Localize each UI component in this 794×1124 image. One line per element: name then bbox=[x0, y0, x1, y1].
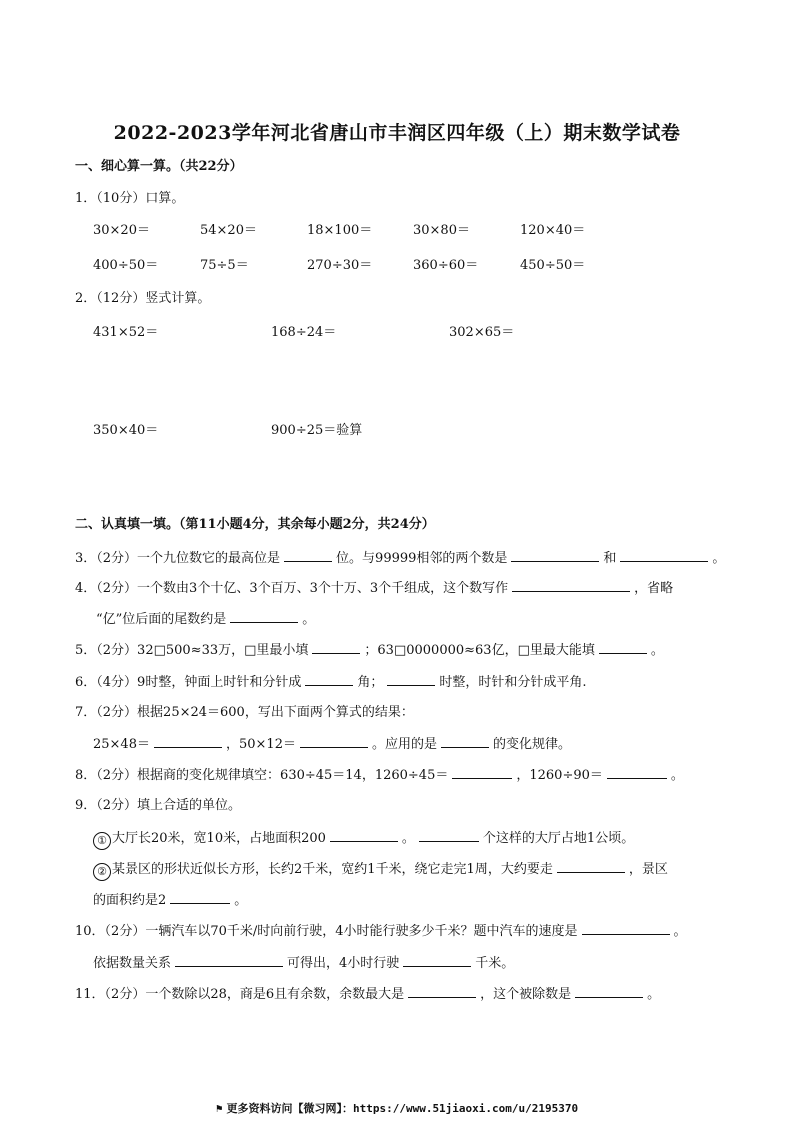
question-10-cont bbox=[93, 954, 514, 973]
answer-blank[interactable] bbox=[599, 641, 647, 654]
q8-text: ，1260÷90＝ bbox=[516, 768, 603, 783]
answer-blank[interactable] bbox=[441, 735, 489, 748]
q9-text: ，景区 bbox=[628, 862, 668, 877]
q4-text: 。 bbox=[302, 612, 316, 627]
page-title: 2022-2023学年河北省唐山市丰润区四年级（上）期末数学试卷 bbox=[113, 122, 681, 144]
q5-text: ；63□0000000≈63亿，□里最大能填 bbox=[364, 643, 595, 658]
q10-text: 。 bbox=[673, 924, 687, 939]
answer-blank[interactable] bbox=[419, 829, 479, 842]
q3-text: 和 bbox=[603, 551, 617, 566]
answer-blank[interactable] bbox=[387, 673, 435, 686]
answer-blank[interactable] bbox=[170, 891, 230, 904]
q9-text: 个这样的大厅占地1公顷。 bbox=[482, 831, 635, 846]
q5-text: 。 bbox=[650, 643, 664, 658]
q8-text: 。 bbox=[670, 768, 684, 783]
question-5 bbox=[75, 641, 664, 660]
q6-text: 6．（4分）9时整，钟面上时针和分针成 bbox=[75, 675, 302, 690]
question-7-cont bbox=[93, 735, 571, 754]
q10-text: 依据数量关系 bbox=[93, 956, 172, 971]
circled-number: ② bbox=[93, 863, 111, 881]
q3-text: 。 bbox=[712, 551, 726, 566]
q10-text: 10．（2分）一辆汽车以70千米/时向前行驶，4小时能行驶多少千米？题中汽车的速度是 bbox=[75, 924, 578, 939]
q2-item: 900÷25＝验算 bbox=[271, 423, 363, 438]
q9-text: 的面积约是2 bbox=[93, 893, 167, 908]
question-7: 7．（2分）根据25×24＝600，写出下面两个算式的结果： bbox=[75, 705, 414, 720]
answer-blank[interactable] bbox=[512, 579, 630, 592]
q1-item: 360÷60＝ bbox=[413, 258, 479, 273]
q1-item: 18×100＝ bbox=[307, 223, 373, 238]
q2-item: 431×52＝ bbox=[93, 325, 159, 340]
answer-blank[interactable] bbox=[452, 766, 512, 779]
q7-text: 25×48＝ bbox=[93, 737, 150, 752]
q5-text: 5．（2分）32□500≈33万，□里最小填 bbox=[75, 643, 309, 658]
question-9-part1 bbox=[93, 829, 634, 850]
answer-blank[interactable] bbox=[620, 549, 708, 562]
q2-item: 168÷24＝ bbox=[271, 325, 337, 340]
section2-heading: 二、认真填一填。（第11小题4分，其余每小题2分，共24分） bbox=[75, 517, 435, 532]
answer-blank[interactable] bbox=[284, 549, 332, 562]
flag-icon: ⚑ bbox=[215, 1102, 223, 1115]
q10-text: 千米。 bbox=[475, 956, 515, 971]
answer-blank[interactable] bbox=[330, 829, 398, 842]
question-9: 9．（2分）填上合适的单位。 bbox=[75, 798, 242, 813]
q9-text: 。 bbox=[401, 831, 415, 846]
q1-item: 120×40＝ bbox=[520, 223, 586, 238]
question-3 bbox=[75, 549, 725, 568]
q11-text: 11．（2分）一个数除以28，商是6且有余数，余数最大是 bbox=[75, 987, 405, 1002]
q10-text: 可得出，4小时行驶 bbox=[287, 956, 400, 971]
answer-blank[interactable] bbox=[175, 954, 283, 967]
answer-blank[interactable] bbox=[408, 985, 476, 998]
q9-text: 大厅长20米，宽10米，占地面积200 bbox=[112, 831, 326, 846]
q1-item: 75÷5＝ bbox=[200, 258, 249, 273]
question-11 bbox=[75, 985, 660, 1004]
answer-blank[interactable] bbox=[305, 673, 353, 686]
answer-blank[interactable] bbox=[403, 954, 471, 967]
q7-text: ，50×12＝ bbox=[225, 737, 296, 752]
answer-blank[interactable] bbox=[230, 610, 298, 623]
question-8 bbox=[75, 766, 684, 785]
q2-label: 2．（12分）竖式计算。 bbox=[75, 291, 211, 306]
q4-text: ，省略 bbox=[634, 581, 674, 596]
circled-number: ① bbox=[93, 832, 111, 850]
question-4 bbox=[75, 579, 673, 598]
q1-item: 54×20＝ bbox=[200, 223, 257, 238]
question-10 bbox=[75, 922, 687, 941]
q11-text: ，这个被除数是 bbox=[480, 987, 572, 1002]
q2-item: 302×65＝ bbox=[449, 325, 515, 340]
q2-item: 350×40＝ bbox=[93, 423, 159, 438]
q1-item: 30×80＝ bbox=[413, 223, 470, 238]
q3-text: 3．（2分）一个九位数它的最高位是 bbox=[75, 551, 281, 566]
q1-item: 450÷50＝ bbox=[520, 258, 586, 273]
q7-text: 的变化规律。 bbox=[492, 737, 571, 752]
answer-blank[interactable] bbox=[154, 735, 222, 748]
answer-blank[interactable] bbox=[511, 549, 599, 562]
answer-blank[interactable] bbox=[300, 735, 368, 748]
q3-text: 位。与99999相邻的两个数是 bbox=[336, 551, 508, 566]
answer-blank[interactable] bbox=[582, 922, 670, 935]
question-9-part2-cont bbox=[93, 891, 247, 910]
q11-text: 。 bbox=[647, 987, 661, 1002]
q4-text: “亿”位后面的尾数约是 bbox=[96, 612, 227, 627]
q1-label: 1．（10分）口算。 bbox=[75, 191, 185, 206]
q6-text: 时整，时针和分针成平角. bbox=[439, 675, 587, 690]
q7-text: 。应用的是 bbox=[371, 737, 437, 752]
answer-blank[interactable] bbox=[575, 985, 643, 998]
q1-item: 270÷30＝ bbox=[307, 258, 373, 273]
section1-heading: 一、细心算一算。（共22分） bbox=[75, 159, 243, 174]
question-9-part2 bbox=[93, 860, 668, 881]
q9-text: 某景区的形状近似长方形，长约2千米，宽约1千米，绕它走完1周，大约要走 bbox=[112, 862, 553, 877]
footer-link[interactable] bbox=[0, 1100, 794, 1116]
q9-text: 。 bbox=[234, 893, 248, 908]
q1-item: 30×20＝ bbox=[93, 223, 150, 238]
q8-text: 8．（2分）根据商的变化规律填空：630÷45＝14，1260÷45＝ bbox=[75, 768, 449, 783]
question-6 bbox=[75, 673, 586, 692]
answer-blank[interactable] bbox=[557, 860, 625, 873]
footer-text: 更多资料访问【微习网】：https://www.51jiaoxi.com/u/2195370 bbox=[226, 1102, 579, 1115]
answer-blank[interactable] bbox=[607, 766, 667, 779]
q4-text: 4．（2分）一个数由3个十亿、3个百万、3个十万、3个千组成，这个数写作 bbox=[75, 581, 509, 596]
answer-blank[interactable] bbox=[312, 641, 360, 654]
question-4-cont bbox=[96, 610, 315, 629]
q1-item: 400÷50＝ bbox=[93, 258, 159, 273]
q6-text: 角； bbox=[357, 675, 384, 690]
